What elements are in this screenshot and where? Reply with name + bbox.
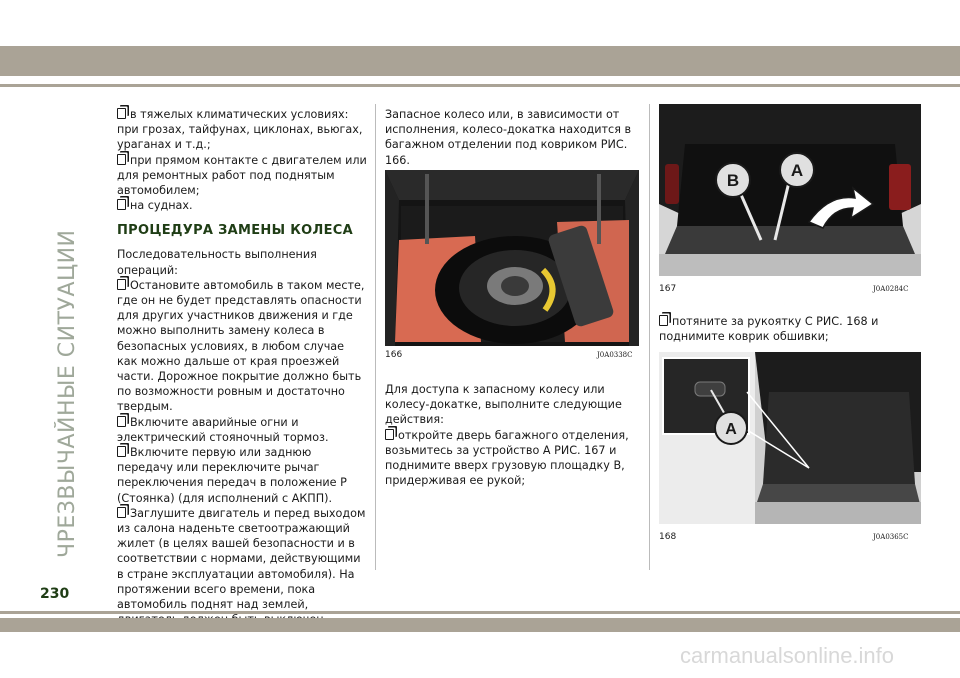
checkbox-bullet-icon [385, 429, 394, 440]
trunk-mat-illustration [659, 352, 921, 524]
list-item: потяните за рукоятку C РИС. 168 и поднимите коврик обшивки; [659, 315, 879, 344]
section-heading: ПРОЦЕДУРА ЗАМЕНЫ КОЛЕСА [117, 223, 353, 239]
checkbox-bullet-icon [659, 315, 668, 326]
side-section-title: ЧРЕЗВЫЧАЙНЫЕ СИТУАЦИИ [55, 229, 80, 558]
page-number: 230 [40, 586, 70, 602]
figure-167-trunk-photo [659, 104, 921, 276]
list-item: на суднах. [117, 198, 367, 213]
top-band [0, 46, 960, 76]
checkbox-bullet-icon [117, 199, 126, 210]
figure-168-number: 168 [659, 532, 677, 542]
figure-166-spare-wheel-photo [385, 170, 639, 346]
watermark: carmanualsonline.info [680, 643, 895, 668]
checkbox-bullet-icon [117, 416, 126, 427]
checkbox-bullet-icon [117, 507, 126, 518]
column-3-text [659, 314, 921, 344]
checkbox-bullet-icon [117, 108, 126, 119]
column-divider [375, 104, 376, 570]
figure-166-number: 166 [385, 350, 403, 360]
figure-168-code: J0A0365C [873, 533, 909, 541]
spare-wheel-illustration [385, 170, 639, 346]
figure-167-label-a: A [790, 161, 804, 180]
bottom-band [0, 618, 960, 632]
column-2-intro [385, 107, 641, 177]
checkbox-bullet-icon [117, 279, 126, 290]
list-item: Заглушите двигатель и перед выходом из салона наденьте светоотражающий жилет (в целях вашей безопасности и в соответствии с нормами, действующими в стране эксплуатации автомобиля). На протяжении всего времени, пока автомобиль поднят над землей, [117, 506, 366, 612]
figure-167-code: J0A0284C [873, 285, 909, 293]
column-2-text [385, 382, 641, 488]
figure-168-label-a: A [725, 421, 737, 438]
column-1 [117, 107, 367, 628]
list-item: при прямом контакте с двигателем или для ремонтных работ под поднятым автомобилем; [117, 153, 367, 198]
figure-166-code: J0A0338C [597, 351, 633, 359]
figure-167-number: 167 [659, 284, 677, 294]
intro-text: Запасное колесо или, в зависимости от исполнения, колесо-докатка находится в багажном отделении под ковриком РИС. 166. [385, 108, 632, 167]
list-item: откройте дверь багажного отделения, возьмитесь за устройство A РИС. 167 и поднимите вверх грузовую площадку B, придерживая ее рукой; [385, 428, 629, 488]
list-item: Включите аварийные огни и электрический стояночный тормоз. [117, 415, 329, 444]
list-item: Включите первую или заднюю передачу или переключите рычаг переключения передач в положение P (Стоянка) (для исполнений с АКПП). [117, 446, 347, 505]
intro-text: Последовательность выполнения операций: [117, 248, 317, 277]
access-text: Для доступа к запасному колесу или колесу-докатке, выполните следующие действия: [385, 383, 622, 427]
column-divider [649, 104, 650, 570]
bottom-band-line [0, 611, 960, 614]
top-band-line [0, 84, 960, 87]
checkbox-bullet-icon [117, 154, 126, 165]
list-item: в тяжелых климатических условиях: при грозах, тайфунах, циклонах, вьюгах, ураганах и т.д.; [117, 108, 363, 152]
trunk-floor-illustration [659, 104, 921, 276]
checkbox-bullet-icon [117, 446, 126, 457]
figure-168-trunk-mat-photo [659, 352, 921, 524]
list-item: Остановите автомобиль в таком месте, где он не будет представлять опасности для других участников движения и где можно выполнить замену колеса в безопасных условиях, в любом случае как можно дальше от края проезжей части. Дорожное покрытие должно быть по возможности ровным и достаточно твердым. [117, 278, 365, 414]
figure-167-label-b: B [726, 171, 740, 190]
